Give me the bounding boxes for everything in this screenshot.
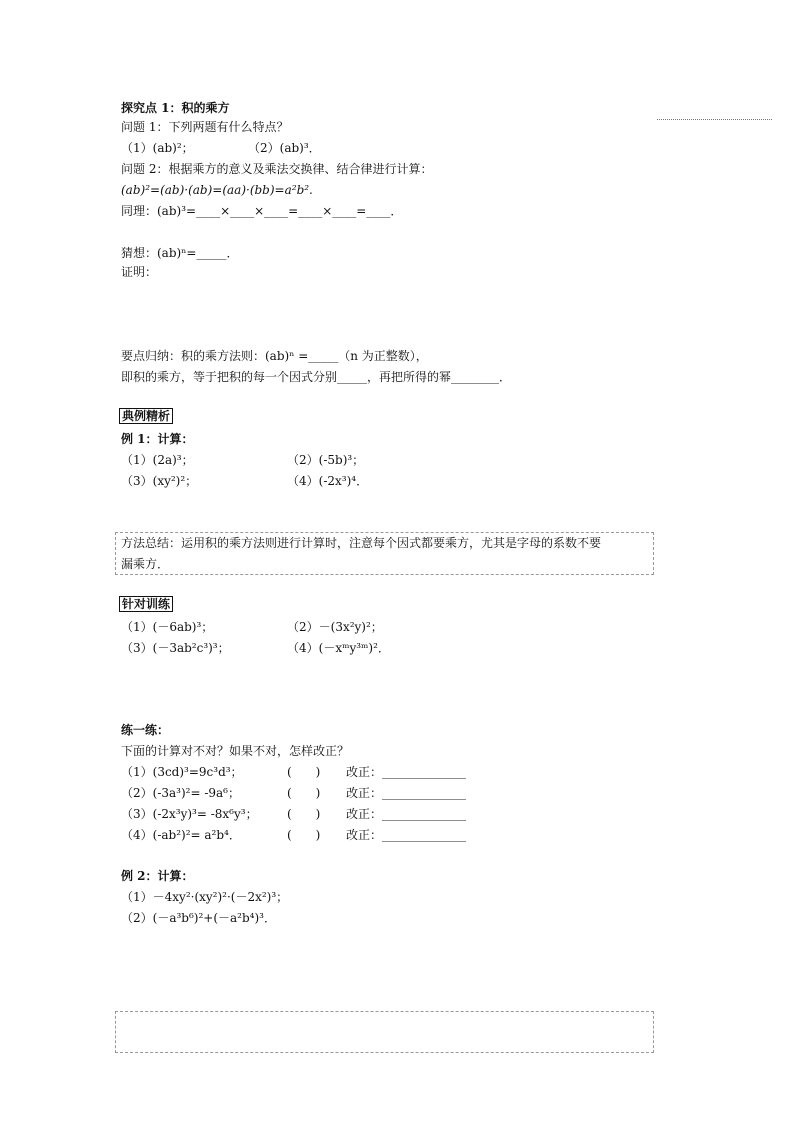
bottom-summary-box xyxy=(115,1011,654,1053)
method-summary-line-1: 方法总结：运用积的乘方法则进行计算时，注意每个因式都要乘方，尤其是字母的系数不要 xyxy=(121,536,602,550)
practice-item-1-expr: （1）(3cd)³=9c³d³； xyxy=(121,765,243,779)
summary-line-1: 要点归纳：积的乘方法则：(ab)ⁿ =_____（n 为正整数）， xyxy=(121,349,428,363)
question-1-item-a: （1）(ab)²； xyxy=(121,141,194,155)
practice-question: 下面的计算对不对？如果不对，怎样改正？ xyxy=(121,744,350,758)
example-1-item-3: （3）(xy²)²； xyxy=(121,474,198,488)
section-title: 探究点 1：积的乘方 xyxy=(121,101,230,115)
training-header: 针对训练 xyxy=(119,598,173,610)
example-1-item-1: （1）(2a)³； xyxy=(121,453,194,467)
example-2-title: 例 2：计算： xyxy=(121,869,194,883)
example-1-item-4: （4）(-2x³)⁴． xyxy=(287,474,369,488)
question-2: 问题 2：根据乘方的意义及乘法交换律、结合律进行计算： xyxy=(121,162,433,176)
practice-item-2-expr: （2）(-3a³)²= -9a⁶； xyxy=(121,786,240,800)
summary-line-2: 即积的乘方，等于把积的每一个因式分别_____，再把所得的幂________． xyxy=(121,370,512,384)
training-item-3: （3）(－3ab²c³)³； xyxy=(121,641,230,655)
question-1: 问题 1：下列两题有什么特点？ xyxy=(121,120,289,134)
example-2-item-1: （1）－4xy²·(xy²)²·(－2x²)³； xyxy=(121,890,289,904)
practice-item-4-paren: ( ) xyxy=(287,828,321,842)
training-item-4: （4）(－xᵐy³ᵐ)²． xyxy=(287,641,390,655)
proof-label: 证明： xyxy=(121,265,158,279)
practice-item-3-fix: 改正：______________ xyxy=(346,807,467,821)
practice-item-2-paren: ( ) xyxy=(287,786,321,800)
similar-line: 同理：(ab)³=____×____×____=____×____=____． xyxy=(121,204,403,218)
question-2-equation: (ab)²=(ab)·(ab)=(aa)·(bb)=a²b². xyxy=(121,183,313,197)
practice-item-4-expr: （4）(-ab²)²= a²b⁴． xyxy=(121,828,241,842)
example-1-title: 例 1：计算： xyxy=(121,432,194,446)
example-1-item-2: （2）(-5b)³； xyxy=(287,453,365,467)
practice-item-3-paren: ( ) xyxy=(287,807,321,821)
example-header: 典例精析 xyxy=(119,410,173,422)
practice-item-1-paren: ( ) xyxy=(287,765,321,779)
top-dotted-line xyxy=(657,119,772,120)
practice-item-3-expr: （3）(-2x³y)³= -8x⁶y³； xyxy=(121,807,258,821)
practice-item-4-fix: 改正：______________ xyxy=(346,828,467,842)
guess-line: 猜想：(ab)ⁿ=_____． xyxy=(121,246,239,260)
practice-item-1-fix: 改正：______________ xyxy=(346,765,467,779)
method-summary-line-2: 漏乘方． xyxy=(121,557,170,571)
example-2-item-2: （2）(－a³b⁶)²+(－a²b⁴)³． xyxy=(121,911,276,925)
practice-item-2-fix: 改正：______________ xyxy=(346,786,467,800)
question-1-item-b: （2）(ab)³． xyxy=(248,141,321,155)
training-item-1: （1）(－6ab)³； xyxy=(121,620,214,634)
training-item-2: （2）－(3x²y)²； xyxy=(287,620,383,634)
practice-title: 练一练： xyxy=(121,723,170,737)
